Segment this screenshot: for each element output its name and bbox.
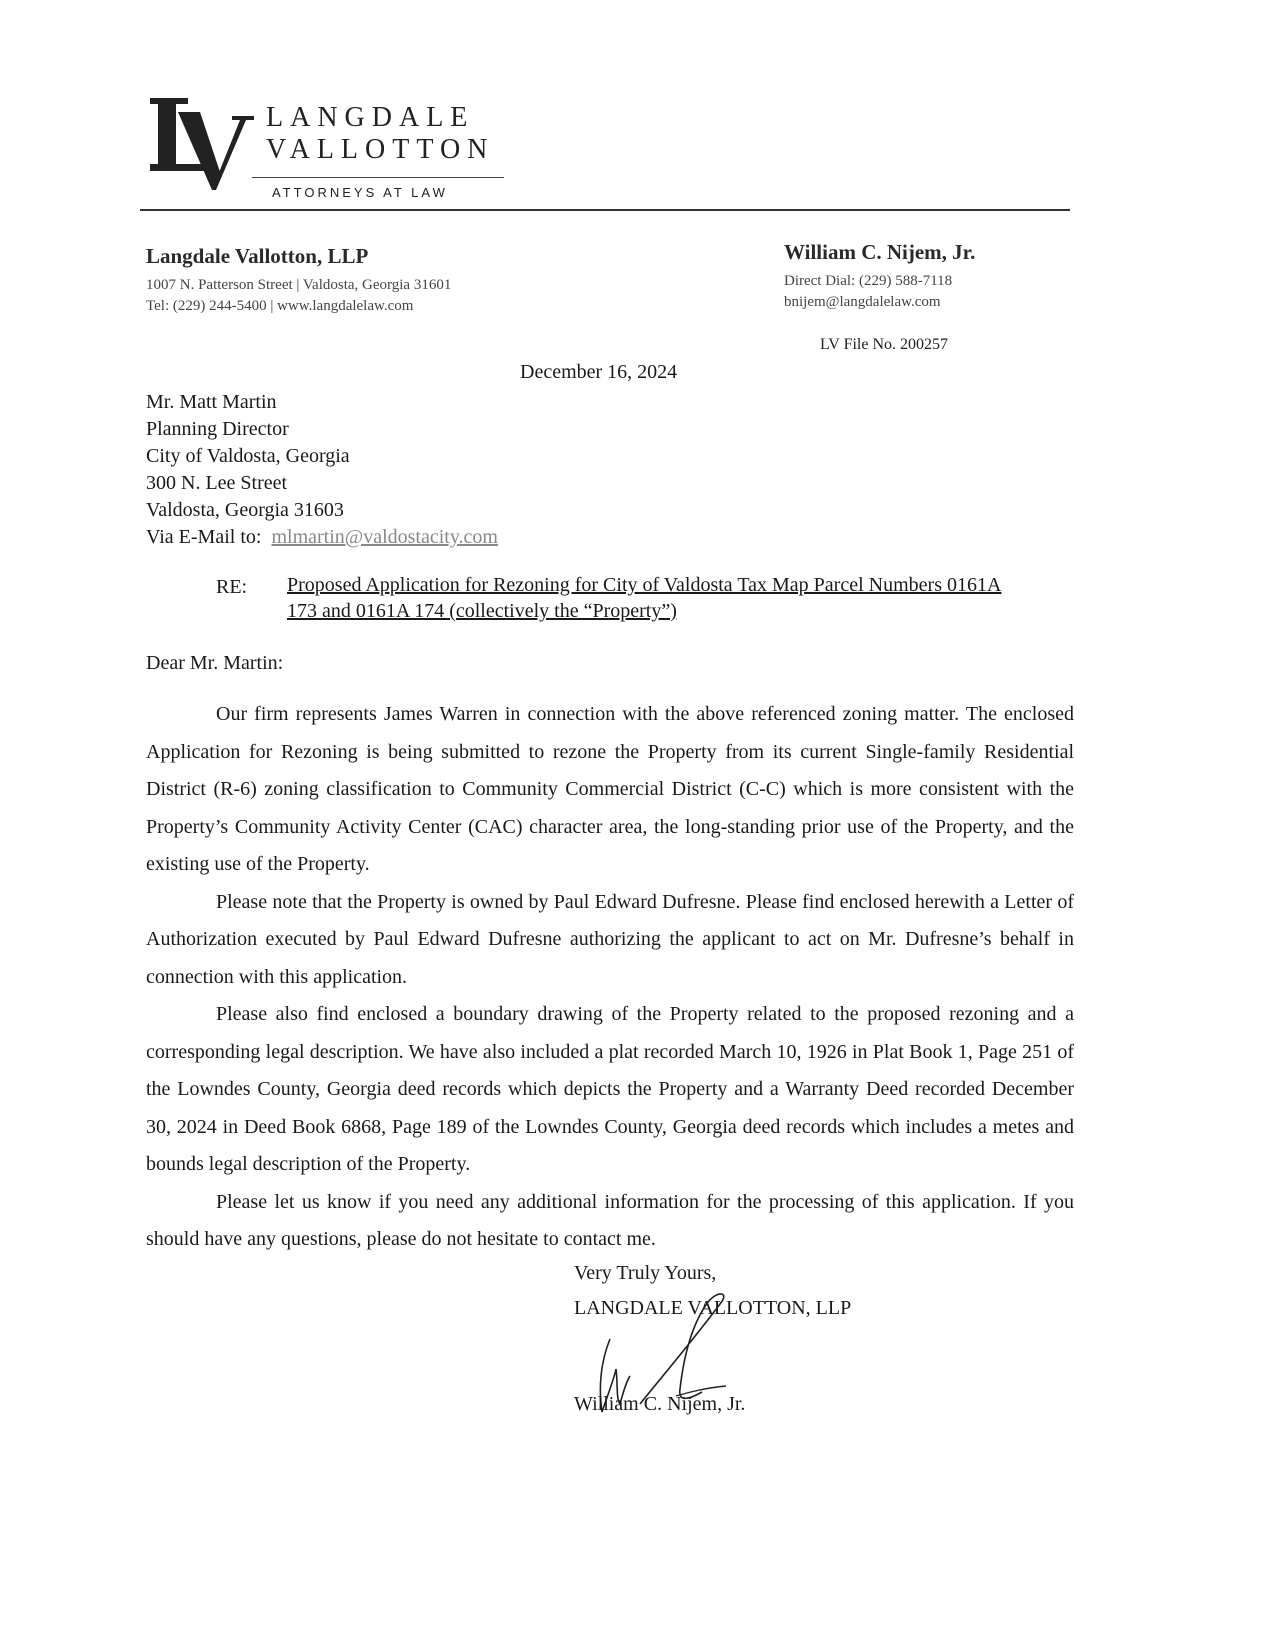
firm-contact: Tel: (229) 244-5400 | www.langdalelaw.com [146, 298, 414, 314]
via-email-link[interactable]: mlmartin@valdostacity.com [271, 526, 498, 548]
letterhead-divider [140, 209, 1070, 211]
author-email[interactable]: bnijem@langdalelaw.com [784, 294, 941, 310]
author-direct-dial: Direct Dial: (229) 588-7118 [784, 273, 953, 289]
body-paragraph: Please note that the Property is owned by Paul Edward Dufresne. Please find enclosed herewith a Letter of Authorization executed by Paul Edward Dufresne authorizing the applicant to act on Mr. Dufresne’s behalf in connection with this application. [146, 890, 1074, 988]
addressee-street: 300 N. Lee Street [146, 472, 288, 494]
body-paragraph: Please also find enclosed a boundary drawing of the Property related to the proposed rezoning and a corresponding legal description. We have also included a plat recorded March 10, 1926 in Plat Book 1, Page 251 of the Lowndes County, Georgia deed records which depicts the Property and a Warranty Deed recorded December 30, 2024 in Deed Book 6868, Page 189 of the Lowndes County, Georgia deed records which includes a metes and bounds legal description of the Property. [146, 1003, 1074, 1175]
addressee-name: Mr. Matt Martin [146, 391, 277, 413]
firm-address: 1007 N. Patterson Street | Valdosta, Georgia 31601 [146, 277, 452, 293]
firm-info-block [146, 244, 451, 317]
via-email-line [146, 524, 498, 551]
re-label: RE: [216, 576, 248, 598]
letter-body [146, 696, 1074, 1259]
signer-name: William C. Nijem, Jr. [574, 1393, 746, 1415]
lv-monogram-logo [148, 98, 258, 193]
firm-logo [148, 98, 508, 208]
via-email-label: Via E-Mail to: [146, 526, 262, 548]
logo-tagline: ATTORNEYS AT LAW [272, 185, 448, 200]
firm-name: Langdale Vallotton, LLP [146, 244, 369, 268]
file-number: LV File No. 200257 [820, 336, 949, 353]
logo-divider [252, 177, 504, 178]
author-info-block [784, 240, 975, 313]
body-paragraph: Please let us know if you need any additional information for the processing of this application. If you should have any questions, please do not hesitate to contact me. [146, 1190, 1074, 1250]
addressee-org: City of Valdosta, Georgia [146, 445, 350, 467]
closing-firm-name: LANGDALE VALLOTTON, LLP [574, 1297, 852, 1319]
re-subject: Proposed Application for Rezoning for City of Valdosta Tax Map Parcel Numbers 0161A 173 and 0161A 174 (collectively the “Property”) [287, 574, 1002, 622]
body-paragraph: Our firm represents James Warren in connection with the above referenced zoning matter. The enclosed Application for Rezoning is being submitted to rezone the Property from its current Single-family Residential District (R-6) zoning classification to Community Commercial District (C-C) which is more consistent with the Property’s Community Activity Center (CAC) character area, the long-standing prior use of the Property, and the existing use of the Property. [146, 703, 1074, 875]
complimentary-close: Very Truly Yours, [574, 1262, 717, 1284]
author-name: William C. Nijem, Jr. [784, 240, 976, 264]
salutation: Dear Mr. Martin: [146, 652, 284, 674]
logo-wordmark-line2: VALLOTTON [266, 134, 495, 165]
addressee-block [146, 389, 498, 551]
addressee-city: Valdosta, Georgia 31603 [146, 499, 344, 521]
letter-date: December 16, 2024 [520, 361, 678, 383]
addressee-title: Planning Director [146, 418, 289, 440]
logo-wordmark-line1: LANGDALE [266, 102, 475, 133]
